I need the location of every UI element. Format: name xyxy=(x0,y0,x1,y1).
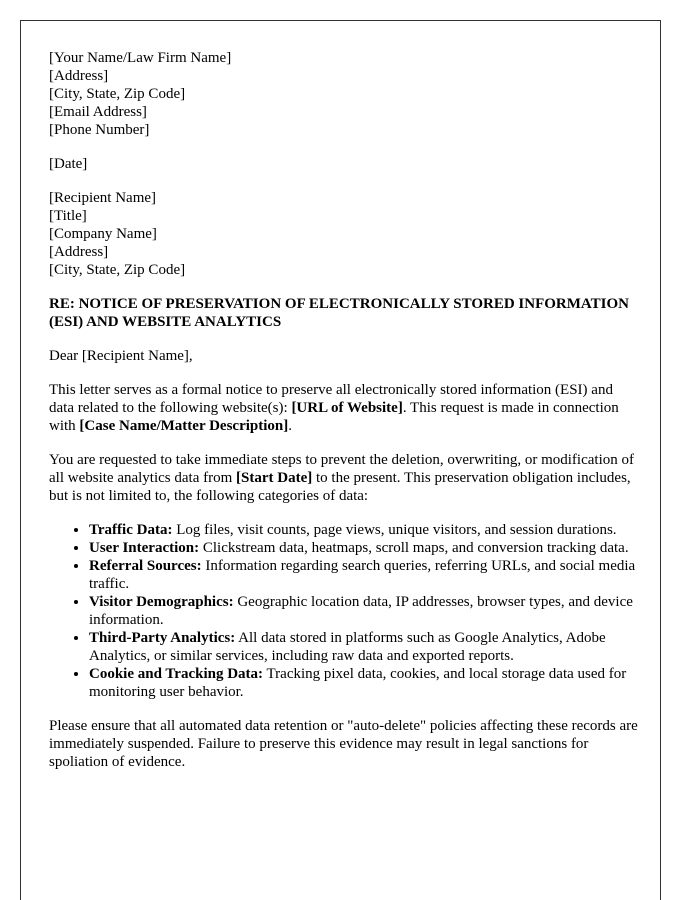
sender-email: [Email Address] xyxy=(49,104,147,120)
category-label: Traffic Data: xyxy=(89,522,173,538)
paragraph-intro xyxy=(49,381,639,435)
recipient-title: [Title] xyxy=(49,208,87,224)
paragraph-intro-text-3: . xyxy=(288,418,292,434)
category-text: Tracking pixel data, cookies, and local storage data used for monitoring user behavior. xyxy=(89,666,627,700)
list-item xyxy=(89,539,639,557)
recipient-block xyxy=(49,189,639,279)
sender-block xyxy=(49,49,639,139)
category-text: Information regarding search queries, referring URLs, and social media traffic. xyxy=(89,558,636,592)
category-label: Third-Party Analytics: xyxy=(89,630,236,646)
sender-name: [Your Name/Law Firm Name] xyxy=(49,50,232,66)
recipient-name: [Recipient Name] xyxy=(49,190,157,206)
list-item xyxy=(89,521,639,539)
category-text: Log files, visit counts, page views, unique visitors, and session durations. xyxy=(172,522,617,538)
letter-date: [Date] xyxy=(49,156,88,172)
sender-phone: [Phone Number] xyxy=(49,122,150,138)
salutation: Dear [Recipient Name], xyxy=(49,348,193,364)
category-text: Clickstream data, heatmaps, scroll maps, and conversion tracking data. xyxy=(199,540,629,556)
letter-page xyxy=(20,20,661,900)
paragraph-request-text-2: to the present. This preservation obligation includes, but is not limited to, the following categories of data: xyxy=(49,470,631,504)
subject-line: RE: NOTICE OF PRESERVATION OF ELECTRONICALLY STORED INFORMATION (ESI) AND WEBSITE ANALYTICS xyxy=(49,296,629,330)
date-block xyxy=(49,155,639,173)
category-text: Geographic location data, IP addresses, browser types, and device information. xyxy=(89,594,633,628)
paragraph-intro-text-1: This letter serves as a formal notice to preserve all electronically stored information (ESI) and data related to the following website(s): xyxy=(49,382,613,416)
list-item xyxy=(89,629,639,665)
list-item xyxy=(89,593,639,629)
url-placeholder: [URL of Website] xyxy=(291,400,403,416)
letter-body xyxy=(49,49,639,787)
paragraph-intro-text-2: . This request is made in connection with xyxy=(49,400,619,434)
list-item xyxy=(89,665,639,701)
recipient-address: [Address] xyxy=(49,244,109,260)
list-item xyxy=(89,557,639,593)
category-label: Referral Sources: xyxy=(89,558,202,574)
paragraph-request-text-1: You are requested to take immediate steps to prevent the deletion, overwriting, or modification of all website analytics data from xyxy=(49,452,634,486)
category-label: User Interaction: xyxy=(89,540,200,556)
start-date-placeholder: [Start Date] xyxy=(236,470,313,486)
paragraph-retention: Please ensure that all automated data retention or "auto-delete" policies affecting these records are immediately suspended. Failure to preserve this evidence may result in legal sanctions for spoliation of evidence. xyxy=(49,718,638,770)
category-text: All data stored in platforms such as Google Analytics, Adobe Analytics, or similar services, including raw data and exported reports. xyxy=(89,630,606,664)
recipient-company: [Company Name] xyxy=(49,226,157,242)
category-label: Visitor Demographics: xyxy=(89,594,234,610)
paragraph-request xyxy=(49,451,639,505)
category-label: Cookie and Tracking Data: xyxy=(89,666,264,682)
data-categories-list xyxy=(49,521,639,701)
sender-city-state-zip: [City, State, Zip Code] xyxy=(49,86,186,102)
sender-address: [Address] xyxy=(49,68,109,84)
recipient-city-state-zip: [City, State, Zip Code] xyxy=(49,262,186,278)
case-placeholder: [Case Name/Matter Description] xyxy=(79,418,289,434)
